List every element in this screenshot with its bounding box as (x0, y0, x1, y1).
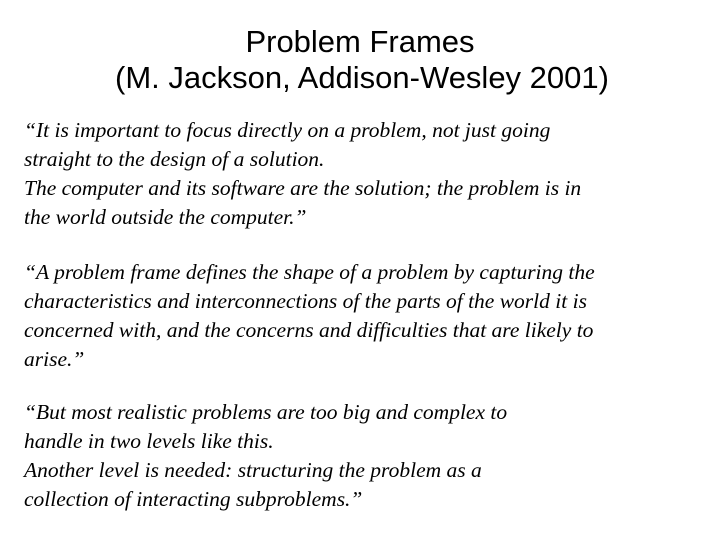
title-line-1: Problem Frames (245, 24, 475, 59)
quote-3 (24, 398, 704, 514)
quote-line: characteristics and interconnections of the parts of the world it is (24, 289, 587, 313)
quote-line: “But most realistic problems are too big and complex to (24, 400, 508, 424)
quote-line: handle in two levels like this. (24, 429, 274, 453)
quote-line: the world outside the computer.” (24, 205, 307, 229)
quote-line: Another level is needed: structuring the problem as a (24, 458, 482, 482)
title-line-2: (M. Jackson, Addison-Wesley 2001) (115, 60, 609, 95)
quote-line: “A problem frame defines the shape of a problem by capturing the (24, 260, 595, 284)
quote-line: collection of interacting subproblems.” (24, 487, 363, 511)
quote-line: concerned with, and the concerns and difficulties that are likely to (24, 318, 594, 342)
quote-line: arise.” (24, 347, 85, 371)
quote-2 (24, 258, 704, 374)
quote-line: “It is important to focus directly on a problem, not just going (24, 118, 551, 142)
quote-line: straight to the design of a solution. (24, 147, 325, 171)
quote-line: The computer and its software are the solution; the problem is in (24, 176, 582, 200)
slide-title (0, 24, 720, 96)
quote-1 (24, 116, 704, 232)
